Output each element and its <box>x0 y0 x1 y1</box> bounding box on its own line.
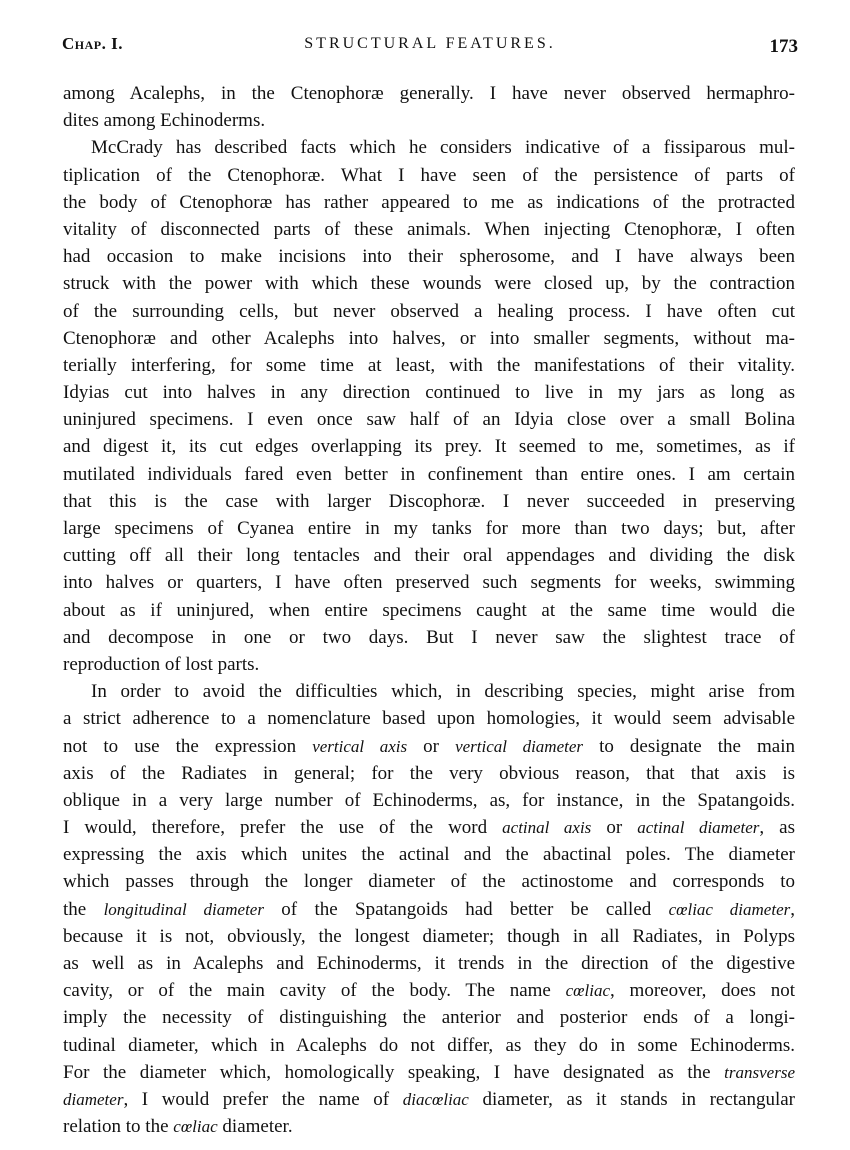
body-text <box>63 80 795 1140</box>
text-line <box>63 597 795 624</box>
text-line <box>63 977 795 1004</box>
text-segment: vitality of disconnected parts of these animals. When injecting Ctenophoræ, I often <box>63 218 795 240</box>
text-segment: , <box>790 898 795 920</box>
text-segment: relation to the <box>63 1116 174 1138</box>
text-segment: , moreover, does not <box>610 980 795 1002</box>
text-line <box>63 950 795 977</box>
text-segment: the <box>63 898 104 920</box>
text-segment: I would, therefore, prefer the use of the word <box>63 817 503 839</box>
text-segment: because it is not, obviously, the longest diameter; though in all Radiates, in Polyps <box>63 925 795 947</box>
text-line <box>63 705 795 732</box>
text-segment: of the surrounding cells, but never observed a healing process. I have often cut <box>63 300 795 322</box>
text-segment: a strict adherence to a nomenclature based upon homologies, it would seem advisable <box>63 708 795 730</box>
text-line <box>63 569 795 596</box>
text-line <box>63 787 795 814</box>
text-line <box>63 868 795 895</box>
text-segment: For the diameter which, homologically speaking, I have designated as the <box>63 1061 725 1083</box>
text-line <box>63 189 795 216</box>
text-segment: to designate the main <box>583 735 795 757</box>
text-segment: or <box>591 817 638 839</box>
text-segment: into halves or quarters, I have often preserved such segments for weeks, swimming <box>63 572 795 594</box>
text-segment: cavity, or of the main cavity of the body. The name <box>63 980 566 1002</box>
text-segment: McCrady has described facts which he considers indicative of a fissiparous mul- <box>91 137 795 159</box>
italic-term: cœliac <box>565 981 611 1001</box>
text-line <box>63 542 795 569</box>
italic-term: actinal axis <box>502 818 592 838</box>
text-line <box>63 461 795 488</box>
text-segment: uninjured specimens. I even once saw half of an Idyia close over a small Bolina <box>63 409 795 431</box>
text-segment: the body of Ctenophoræ has rather appeared to me as indications of the protracted <box>63 191 795 213</box>
text-segment: reproduction of lost parts. <box>63 653 260 675</box>
text-segment: In order to avoid the difficulties which, in describing species, might arise from <box>91 681 795 703</box>
text-line <box>63 243 795 270</box>
italic-term: longitudinal diameter <box>103 899 264 919</box>
text-segment: terially interfering, for some time at least, with the manifestations of their vitality. <box>63 354 795 376</box>
text-segment: oblique in a very large number of Echinoderms, as, for instance, in the Spatangoids. <box>63 789 795 811</box>
text-segment: among Acalephs, in the Ctenophoræ generally. I have never observed hermaphro- <box>63 83 795 104</box>
running-title: STRUCTURAL FEATURES. <box>304 35 556 52</box>
italic-term: vertical axis <box>312 736 408 756</box>
running-head <box>62 34 798 64</box>
italic-term: actinal diameter <box>637 818 760 838</box>
text-segment: dites among Echinoderms. <box>63 110 266 132</box>
text-segment: of the Spatangoids had better be called <box>263 898 669 920</box>
text-line <box>63 1113 795 1140</box>
text-segment: had occasion to make incisions into their spherosome, and I have always been <box>63 246 795 268</box>
text-line <box>63 298 795 325</box>
text-line <box>63 760 795 787</box>
page-number: 173 <box>769 36 798 57</box>
text-segment: axis of the Radiates in general; for the very obvious reason, that that axis is <box>63 762 795 784</box>
text-line <box>63 1004 795 1031</box>
text-segment: Ctenophoræ and other Acalephs into halves, or into smaller segments, without ma- <box>63 327 795 349</box>
text-line <box>63 733 795 760</box>
text-segment: that this is the case with larger Discophoræ. I never succeeded in preserving <box>63 490 795 512</box>
chapter-label: Chap. I. <box>62 34 123 53</box>
text-segment: tudinal diameter, which in Acalephs do not differ, as they do in some Echinoderms. <box>63 1034 795 1056</box>
text-line <box>63 651 795 678</box>
italic-term: transverse <box>724 1062 795 1082</box>
text-line <box>63 352 795 379</box>
text-segment: as well as in Acalephs and Echinoderms, it trends in the direction of the digestive <box>63 953 795 974</box>
text-segment: expressing the axis which unites the actinal and the abactinal poles. The diameter <box>63 844 795 866</box>
text-line <box>63 433 795 460</box>
text-segment: tiplication of the Ctenophoræ. What I have seen of the persistence of parts of <box>63 164 795 186</box>
text-segment: diameter. <box>217 1116 293 1138</box>
text-line <box>63 1032 795 1059</box>
text-line <box>63 678 795 705</box>
italic-term: diacœliac <box>402 1089 469 1109</box>
text-segment: not to use the expression <box>63 735 313 757</box>
text-segment: Idyias cut into halves in any direction continued to live in my jars as long as <box>63 382 795 404</box>
text-segment: or <box>407 735 456 757</box>
text-line <box>63 216 795 243</box>
italic-term: diameter <box>63 1089 124 1109</box>
text-line <box>63 80 795 107</box>
text-line <box>63 270 795 297</box>
text-line <box>63 379 795 406</box>
text-segment: imply the necessity of distinguishing the anterior and posterior ends of a longi- <box>63 1007 795 1029</box>
italic-term: vertical diameter <box>455 736 583 756</box>
text-segment: , I would prefer the name of <box>123 1088 403 1110</box>
text-line <box>63 1059 795 1086</box>
text-segment: about as if uninjured, when entire specimens caught at the same time would die <box>63 599 795 621</box>
text-segment: large specimens of Cyanea entire in my tanks for more than two days; but, after <box>63 518 795 539</box>
text-segment: mutilated individuals fared even better in confinement than entire ones. I am certain <box>63 463 795 485</box>
text-line <box>63 107 795 134</box>
text-line <box>63 814 795 841</box>
italic-term: cœliac <box>173 1117 218 1137</box>
text-segment: cutting off all their long tentacles and their oral appendages and dividing the disk <box>63 545 795 567</box>
text-line <box>63 325 795 352</box>
text-line <box>63 515 795 542</box>
text-line <box>63 841 795 868</box>
text-line <box>63 896 795 923</box>
text-line <box>63 134 795 161</box>
text-line <box>63 406 795 433</box>
text-segment: struck with the power with which these wounds were closed up, by the contraction <box>63 273 795 295</box>
text-segment: and decompose in one or two days. But I never saw the slightest trace of <box>63 626 795 648</box>
text-line <box>63 488 795 515</box>
text-line <box>63 162 795 189</box>
text-line <box>63 1086 795 1113</box>
text-segment: , as <box>759 817 795 839</box>
text-line <box>63 923 795 950</box>
text-segment: diameter, as it stands in rectangular <box>468 1088 795 1110</box>
text-segment: which passes through the longer diameter of the actinostome and corresponds to <box>63 871 795 893</box>
text-segment: and digest it, its cut edges overlapping its prey. It seemed to me, sometimes, as if <box>63 436 795 458</box>
italic-term: cœliac diameter <box>668 899 791 919</box>
text-line <box>63 624 795 651</box>
